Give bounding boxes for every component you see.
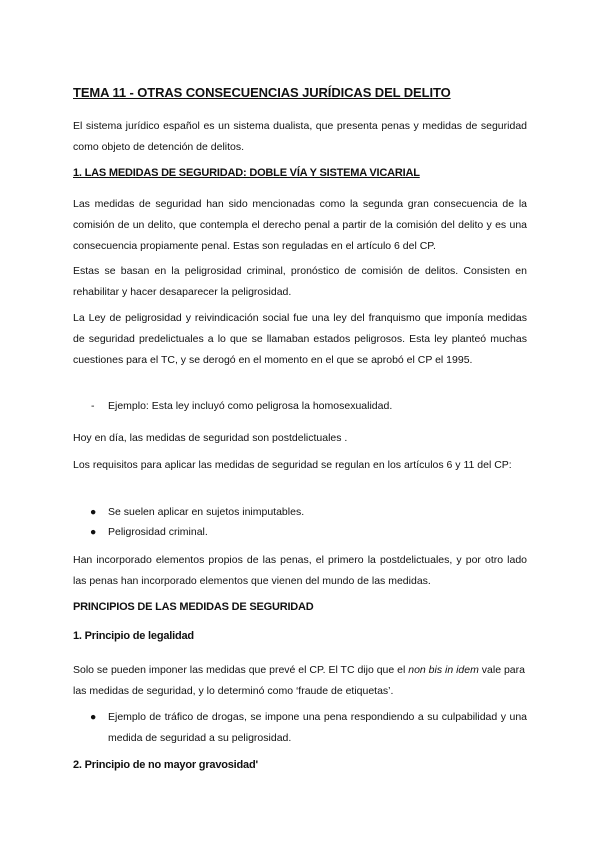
list-item-ejemplo-ley: Ejemplo: Esta ley incluyó como peligrosa la homosexualidad. (108, 400, 393, 412)
paragraph-medidas-definicion: Las medidas de seguridad han sido mencionadas como la segunda gran consecuencia de la comisión de un delito, que contempla el derecho penal a partir de la comisión del delito y es una consecuencia propiamente penal. Estas son reguladas en el artículo 6 del CP. (73, 198, 527, 252)
principle-1-heading: 1. Principio de legalidad (73, 630, 194, 642)
italic-term-non-bis-in-idem: non bis in idem (408, 664, 479, 676)
section-heading-medidas: 1. LAS MEDIDAS DE SEGURIDAD: DOBLE VÍA Y SISTEMA VICARIAL (73, 167, 420, 179)
list-item-requisito: Se suelen aplicar en sujetos inimputables. (108, 506, 305, 518)
list-item-requisito: Peligrosidad criminal. (108, 526, 208, 538)
paragraph-principio-legalidad (73, 660, 527, 702)
paragraph-requisitos: Los requisitos para aplicar las medidas de seguridad se regulan en los artículos 6 y 11 del CP: (73, 459, 512, 471)
principle-2-heading: 2. Principio de no mayor gravosidad' (73, 759, 258, 771)
paragraph-elementos-penas: Han incorporado elementos propios de las penas, el primero la postdelictuales, y por otro lado las penas han incorporado elementos que vienen del mundo de las medidas. (73, 554, 527, 587)
dash-marker: - (91, 400, 95, 412)
intro-paragraph: El sistema jurídico español es un sistema dualista, que presenta penas y medidas de seguridad como objeto de detención de delitos. (73, 120, 527, 153)
bullet-marker: ● (90, 526, 97, 538)
bullet-marker: ● (90, 506, 97, 518)
text-before-italic: Solo se pueden imponer las medidas que prevé el CP. El TC dijo que el (73, 664, 409, 676)
paragraph-postdelictuales: Hoy en día, las medidas de seguridad son postdelictuales . (73, 432, 348, 444)
paragraph-peligrosidad: Estas se basan en la peligrosidad criminal, pronóstico de comisión de delitos. Consisten en rehabilitar y hacer desaparecer la peligrosidad. (73, 265, 527, 298)
bullet-marker: ● (90, 711, 97, 723)
document-title: TEMA 11 - OTRAS CONSECUENCIAS JURÍDICAS DEL DELITO (73, 85, 451, 100)
list-item-ejemplo-drogas: Ejemplo de tráfico de drogas, se impone una pena respondiendo a su culpabilidad y una medida de seguridad a su peligrosidad. (108, 711, 527, 744)
paragraph-ley-peligrosidad: La Ley de peligrosidad y reivindicación social fue una ley del franquismo que imponía medidas de seguridad predelictuales a lo que se llamaban estados peligrosos. Esta ley planteó muchas cuestiones para el TC, y se derogó en el momento en el que se aprobó el CP el 1995. (73, 312, 527, 366)
principles-heading: PRINCIPIOS DE LAS MEDIDAS DE SEGURIDAD (73, 601, 314, 613)
text-after-italic: vale para las medidas de seguridad, y lo determinó como ‘fraude de etiquetas’. (73, 664, 525, 697)
